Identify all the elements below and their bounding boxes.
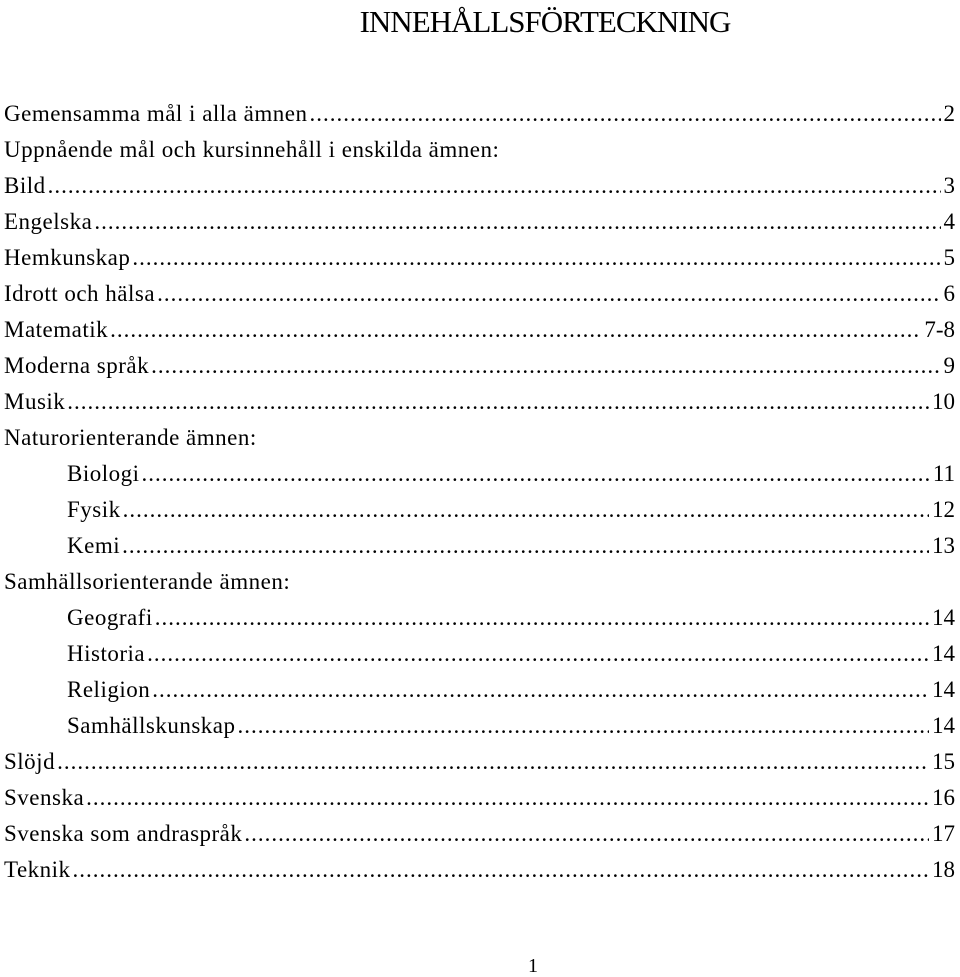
toc-entry <box>4 852 955 888</box>
toc-entry <box>4 672 955 708</box>
toc-entry <box>4 204 955 240</box>
dot-leader <box>73 852 929 888</box>
dot-leader <box>67 384 929 420</box>
dot-leader <box>238 708 930 744</box>
toc-entry-page: 14 <box>932 641 955 666</box>
toc-entry <box>4 456 955 492</box>
toc-entry <box>4 492 955 528</box>
page-title: INNEHÅLLSFÖRTECKNING <box>359 4 731 39</box>
toc-entry-page: 7-8 <box>924 317 955 342</box>
dot-leader <box>157 276 940 312</box>
toc-entry-page: 12 <box>932 497 955 522</box>
toc-entry <box>4 168 955 204</box>
toc-entry-label: Religion <box>67 677 151 702</box>
toc-entry-page: 14 <box>932 713 955 738</box>
toc-entry-label: Svenska som andraspråk <box>4 821 243 846</box>
toc-entry-page: 10 <box>932 389 955 414</box>
toc-entry <box>4 744 955 780</box>
dot-leader <box>155 600 929 636</box>
table-of-contents <box>4 96 955 888</box>
dot-leader <box>151 348 940 384</box>
toc-entry-label: Matematik <box>4 317 109 342</box>
toc-entry <box>4 276 955 312</box>
toc-entry <box>4 564 955 600</box>
toc-entry <box>4 384 955 420</box>
dot-leader <box>122 528 929 564</box>
toc-entry-label: Historia <box>67 641 146 666</box>
toc-entry <box>4 780 955 816</box>
toc-entry <box>4 420 955 456</box>
toc-entry <box>4 132 955 168</box>
toc-entry-label: Fysik <box>67 497 121 522</box>
toc-entry-label: Samhällsorienterande ämnen: <box>4 569 291 594</box>
dot-leader <box>152 672 929 708</box>
toc-entry <box>4 528 955 564</box>
dot-leader <box>123 492 929 528</box>
toc-entry-page: 18 <box>932 857 955 882</box>
toc-entry-page: 14 <box>932 677 955 702</box>
toc-entry-label: Naturorienterande ämnen: <box>4 425 257 450</box>
toc-entry-page: 4 <box>943 209 955 234</box>
toc-entry-label: Bild <box>4 173 46 198</box>
toc-entry <box>4 636 955 672</box>
toc-entry-page: 17 <box>932 821 955 846</box>
toc-entry-label: Slöjd <box>4 749 56 774</box>
toc-entry <box>4 312 955 348</box>
toc-entry-label: Moderna språk <box>4 353 150 378</box>
dot-leader <box>147 636 929 672</box>
toc-entry <box>4 240 955 276</box>
toc-entry <box>4 600 955 636</box>
toc-entry <box>4 96 955 132</box>
toc-entry-page: 9 <box>943 353 955 378</box>
toc-entry-label: Engelska <box>4 209 93 234</box>
dot-leader <box>309 96 940 132</box>
toc-entry-label: Idrott och hälsa <box>4 281 156 306</box>
toc-entry-page: 13 <box>932 533 955 558</box>
toc-entry-label: Hemkunskap <box>4 245 131 270</box>
toc-entry-label: Gemensamma mål i alla ämnen <box>4 101 308 126</box>
toc-entry-page: 2 <box>943 101 955 126</box>
page-number: 1 <box>528 955 538 977</box>
dot-leader <box>132 240 940 276</box>
toc-entry-label: Teknik <box>4 857 71 882</box>
dot-leader <box>94 204 940 240</box>
toc-entry-label: Uppnående mål och kursinnehåll i enskilda ämnen: <box>4 137 500 162</box>
toc-entry-label: Samhällskunskap <box>67 713 236 738</box>
dot-leader <box>110 312 921 348</box>
toc-entry <box>4 708 955 744</box>
toc-entry <box>4 348 955 384</box>
toc-entry-label: Biologi <box>67 461 140 486</box>
toc-entry-page: 16 <box>932 785 955 810</box>
toc-entry <box>4 816 955 852</box>
dot-leader <box>57 744 929 780</box>
toc-entry-label: Kemi <box>67 533 121 558</box>
toc-entry-page: 11 <box>932 461 955 486</box>
dot-leader <box>142 456 930 492</box>
toc-entry-page: 6 <box>943 281 955 306</box>
dot-leader <box>48 168 941 204</box>
dot-leader <box>86 780 929 816</box>
toc-entry-page: 14 <box>932 605 955 630</box>
toc-entry-label: Geografi <box>67 605 153 630</box>
toc-entry-label: Musik <box>4 389 66 414</box>
dot-leader <box>244 816 929 852</box>
toc-entry-page: 15 <box>932 749 955 774</box>
toc-entry-label: Svenska <box>4 785 85 810</box>
toc-entry-page: 5 <box>943 245 955 270</box>
toc-entry-page: 3 <box>943 173 955 198</box>
